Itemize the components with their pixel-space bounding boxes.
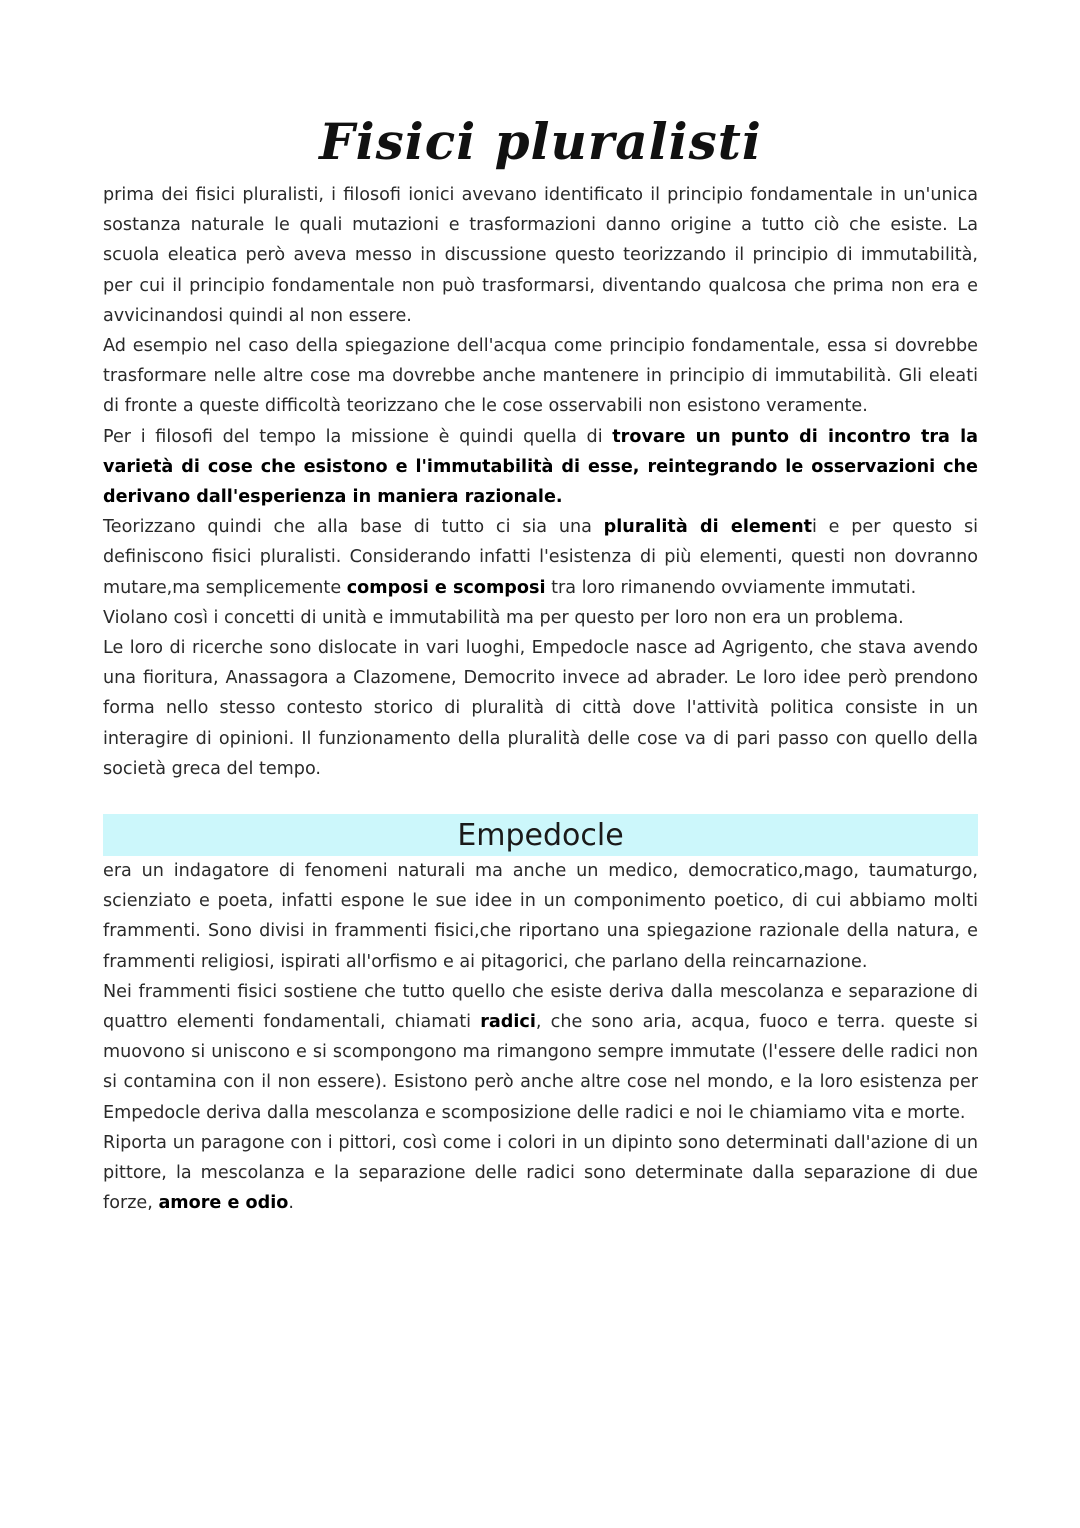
intro-p4-bold-a: pluralità di element bbox=[603, 517, 813, 538]
intro-p4-text-b: i e per questo si definiscono fisici pluralisti. Considerando infatti l'esistenza di più elementi, questi non dovranno mutare,ma semplicemente bbox=[103, 517, 978, 598]
intro-p4-text-c: tra loro rimanendo ovviamente immutati. bbox=[545, 577, 917, 598]
intro-p4-text-a: Teorizzano quindi che alla base di tutto ci sia una bbox=[103, 517, 604, 538]
intro-paragraph-2: Ad esempio nel caso della spiegazione dell'acqua come principio fondamentale, essa si dovrebbe trasformare nelle altre cose ma dovrebbe anche mantenere in principio di immutabilità. Gli eleati di fronte a queste difficoltà teorizzano che le cose osservabili non esistono veramente. bbox=[103, 336, 978, 417]
empedocle-p2-bold: radici bbox=[480, 1012, 536, 1033]
empedocle-p3-text-b: . bbox=[288, 1193, 294, 1214]
intro-paragraph-5: Violano così i concetti di unità e immutabilità ma per questo per loro non era un problema. bbox=[103, 607, 904, 628]
empedocle-p3-bold: amore e odio bbox=[158, 1193, 289, 1214]
intro-paragraph-4 bbox=[103, 512, 978, 603]
empedocle-p2-text-a: Nei frammenti fisici sostiene che tutto quello che esiste deriva dalla mescolanza e separazione di quattro elementi fondamentali, chiamati bbox=[103, 981, 978, 1033]
intro-section bbox=[103, 180, 978, 784]
intro-paragraph-6: Le loro di ricerche sono dislocate in vari luoghi, Empedocle nasce ad Agrigento, che stava avendo una fioritura, Anassagora a Clazomene, Democrito invece ad abrader. Le loro idee però prendono forma nello stesso contesto storico di pluralità di città dove l'attività politica consiste in un interagire di opinioni. Il funzionamento della pluralità delle cose va di pari passo con quello della società greca del tempo. bbox=[103, 638, 978, 779]
empedocle-p2-text-b: , che sono aria, acqua, fuoco e terra. queste si muovono si uniscono e si scompongono ma rimangono sempre immutate (l'essere delle radici non si contamina con il non essere). Esistono però anche altre cose nel mondo, e la loro esistenza per Empedocle deriva dalla mescolanza e scomposizione delle radici e noi le chiamiamo vita e morte. bbox=[103, 1012, 978, 1123]
intro-p4-bold-b: composi e scomposi bbox=[346, 577, 546, 598]
empedocle-paragraph-1: era un indagatore di fenomeni naturali ma anche un medico, democratico,mago, taumaturgo, scienziato e poeta, infatti espone le sue idee in un componimento poetico, di cui abbiamo molti frammenti. Sono divisi in frammenti fisici,che riportano una spiegazione razionale della natura, e frammenti religiosi, ispirati all'orfismo e ai pitagorici, che parlano della reincarnazione. bbox=[103, 861, 978, 972]
empedocle-paragraph-3 bbox=[103, 1128, 978, 1219]
intro-paragraph-3 bbox=[103, 422, 978, 513]
empedocle-p3-text-a: Riporta un paragone con i pittori, così come i colori in un dipinto sono determinati dall'azione di un pittore, la mescolanza e la separazione delle radici sono determinate dalla separazione di due forze, bbox=[103, 1132, 978, 1214]
intro-paragraph-1: prima dei fisici pluralisti, i filosofi ionici avevano identificato il principio fondamentale in un'unica sostanza naturale le quali mutazioni e trasformazioni danno origine a tutto ciò che esiste. La scuola eleatica però aveva messo in discussione questo teorizzando il principio di immutabilità, per cui il principio fondamentale non può trasformarsi, diventando qualcosa che prima non era e avvicinandosi quindi al non essere. bbox=[103, 185, 978, 326]
section-heading-empedocle: Empedocle bbox=[103, 814, 978, 856]
intro-p3-bold: trovare un punto di incontro tra la varietà di cose che esistono e l'immutabilità di esse, reintegrando le osservazioni che derivano dall'esperienza in maniera razionale. bbox=[103, 426, 978, 508]
empedocle-paragraph-2 bbox=[103, 977, 978, 1128]
document-page bbox=[103, 0, 978, 1219]
page-title: Fisici pluralisti bbox=[319, 112, 762, 171]
intro-p3-text: Per i filosofi del tempo la missione è quindi quella di bbox=[103, 426, 613, 447]
empedocle-section bbox=[103, 856, 978, 1218]
